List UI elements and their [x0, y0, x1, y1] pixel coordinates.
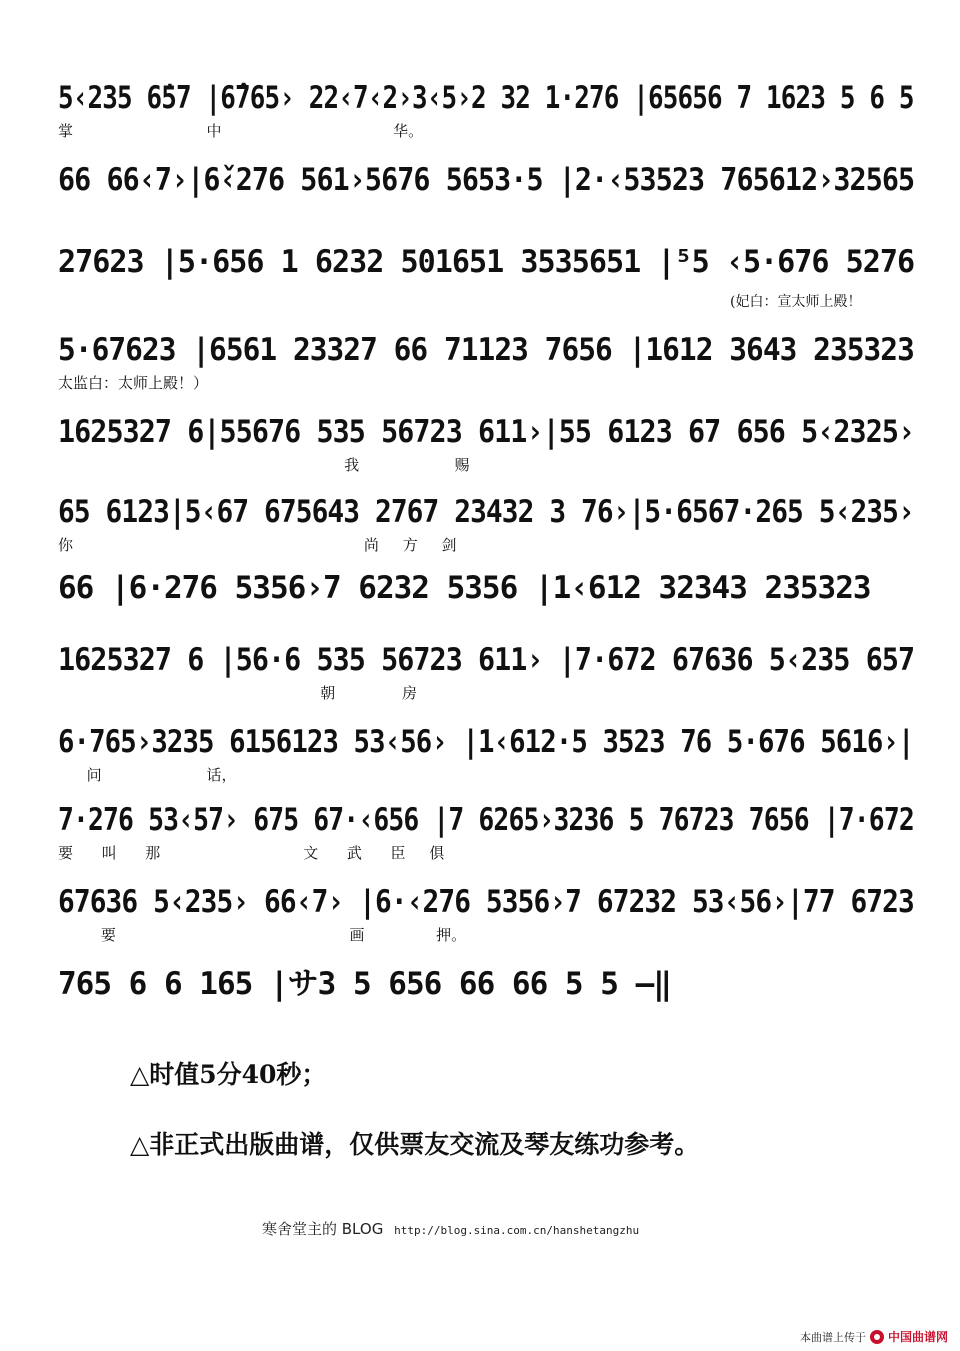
upload-credit	[800, 1328, 948, 1345]
duration-note: △时值5分40秒；	[130, 1060, 327, 1089]
score-line-6	[58, 492, 914, 554]
score-notes: 5·67623 |6561 23327 66 71123 7656 |1612 3643 235323	[58, 332, 914, 368]
score-notes: 66 66‹7›|6̌‹276 561›5676 5653·5 |2·‹53523 765612›32565	[58, 162, 915, 198]
score-notes: 1625327 6|55676 535 56723 611›|55 6123 67 656 5‹2325›	[58, 414, 915, 450]
score-line-1	[58, 78, 914, 140]
score-lyrics: 要 叫 那 文 武 臣 俱	[58, 844, 445, 862]
score-lyrics: 你 尚 方 剑	[58, 536, 457, 554]
score-line-9	[58, 722, 914, 784]
score-line-8	[58, 640, 915, 702]
spoken-line-concubine: (妃白：宣太师上殿！	[730, 294, 862, 310]
score-lyrics: 问 话，	[58, 766, 237, 784]
score-line-10	[58, 800, 914, 862]
score-line-7	[58, 568, 914, 624]
score-notes: 5‹235 6̇57 |6̂765› 22‹7‹2›3‹5›2 32 1·276 |65656 7 1623 5 6 5	[58, 80, 914, 116]
score-notes: 6·765›3235 6156123 53‹56› |1‹612·5 3523 76 5·676 5616›|	[58, 724, 914, 760]
score-line-5	[58, 412, 915, 474]
score-notes: 27623 |5·656 1 6232 501651 3535651 |⁵5 ‹5·676 5276	[58, 244, 915, 280]
score-notes: 7·276 53‹57› 675 67·‹656 |7 6265›3236 5 76723 7656 |7·672	[58, 802, 914, 838]
upload-label: 本曲谱上传于	[799, 1330, 866, 1344]
score-line-3	[58, 242, 914, 298]
score-notes: 66 |6·276 5356›7 6232 5356 |1‹612 32343 235323	[58, 570, 871, 606]
score-line-4	[58, 330, 914, 392]
site-logo-icon	[870, 1330, 884, 1344]
blog-credit	[262, 1218, 639, 1239]
score-line-2	[58, 160, 914, 216]
score-notes: 65 6123|5‹67 675643 2767 23432 3 76›|5·6567·265 5‹235›	[58, 494, 914, 530]
site-name[interactable]: 中国曲谱网	[887, 1330, 948, 1344]
disclaimer-note: △非正式出版曲谱，仅供票友交流及琴友练功参考。	[130, 1130, 700, 1159]
score-lyrics: 太监白：太师上殿！）	[58, 374, 209, 392]
score-lyrics: 我 赐	[58, 456, 470, 474]
score-notes: 67636 5‹235› 66‹7› |6·‹276 5356›7 67232 53‹56›|77 6723	[58, 884, 914, 920]
score-line-12	[58, 964, 914, 1020]
blog-url[interactable]: http://blog.sina.com.cn/hanshetangzhu	[394, 1224, 640, 1237]
score-lyrics: 要 画 押。	[58, 926, 467, 944]
blog-title: 寒舍堂主的 BLOG	[262, 1220, 384, 1238]
score-lyrics: 掌 中 华。	[58, 122, 424, 140]
score-line-11	[58, 882, 914, 944]
score-notes: 1625327 6 |56·6 535 56723 611› |7·672 67636 5‹235 657	[58, 642, 915, 678]
score-notes: 765 6 6 165 |サ3 5 656 66 66 5 5 —‖	[58, 966, 671, 1002]
score-lyrics: 朝 房	[58, 684, 417, 702]
